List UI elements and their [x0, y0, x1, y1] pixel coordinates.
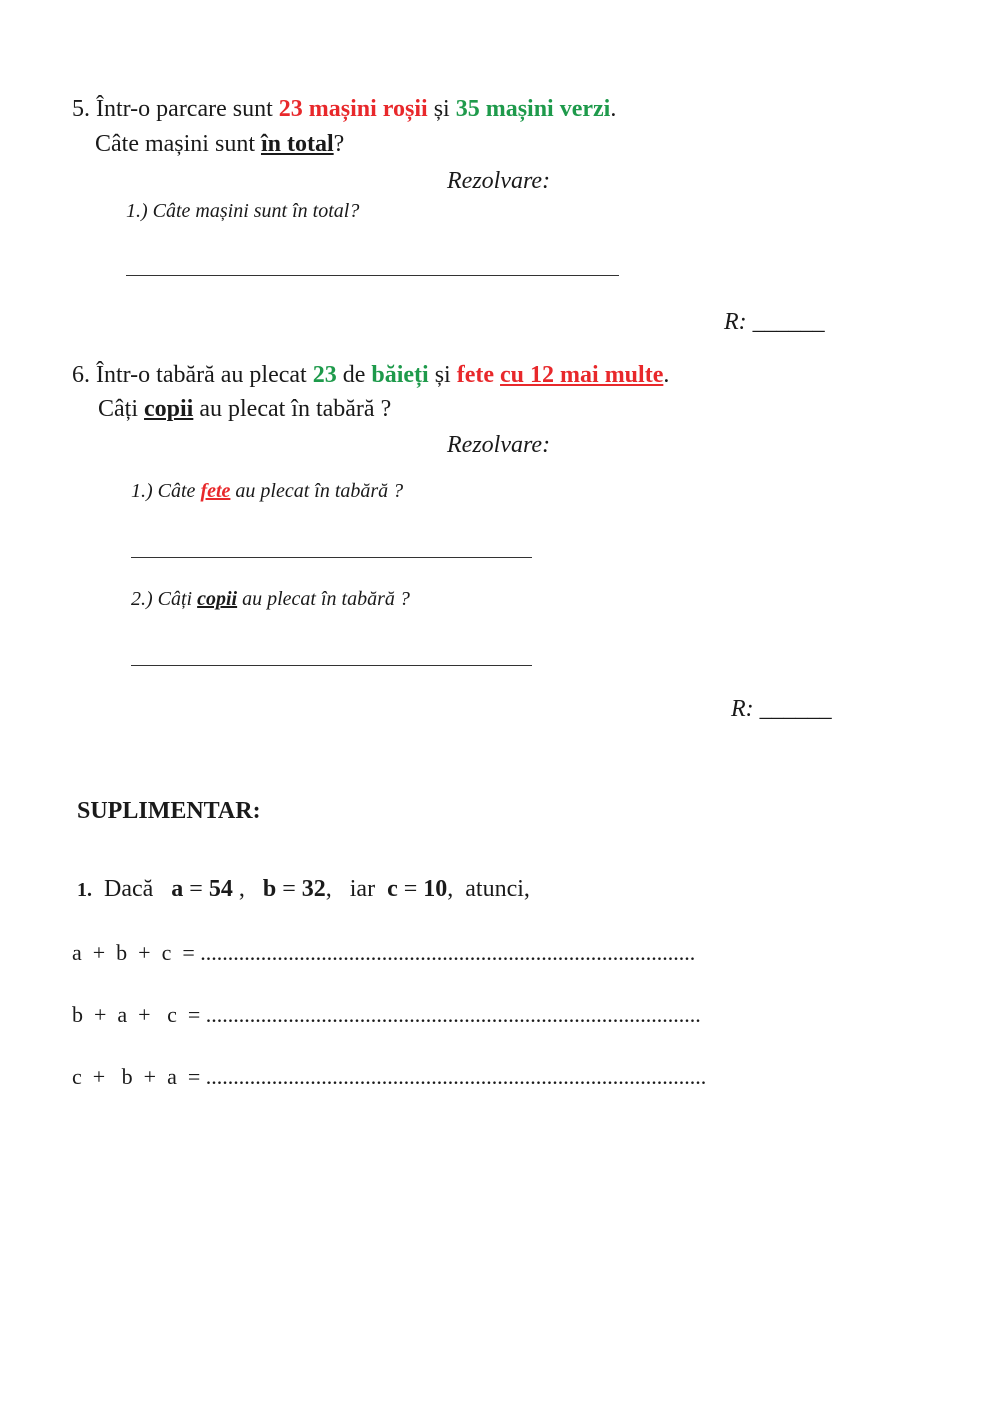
- problem-5-step-1: 1.) Câte mașini sunt în total?: [126, 200, 360, 222]
- green-cars: 35 mașini verzi: [455, 96, 611, 122]
- suplimentar-title: SUPLIMENTAR:: [77, 798, 261, 824]
- calc-row-3[interactable]: c + b + a = ...........................................................................................: [72, 1064, 707, 1089]
- problem-5-text: 5. Într-o parcare sunt 23 mașini roșii și 35 mașini verzi.: [72, 96, 617, 122]
- problem-6-step-2: 2.) Câți copii au plecat în tabără ?: [131, 588, 410, 610]
- problem-5-question: Câte mașini sunt în total?: [95, 131, 345, 157]
- red-cars: 23 mașini roșii: [278, 96, 428, 122]
- problem-6-question: Câți copii au plecat în tabără ?: [98, 396, 392, 422]
- suplimentar-q1: 1. Dacă a = 54 , b = 32, iar c = 10, atunci,: [77, 876, 530, 902]
- problem-6-step-1: 1.) Câte fete au plecat în tabără ?: [131, 480, 404, 502]
- answer-5[interactable]: R: ______: [724, 309, 825, 335]
- calc-row-1[interactable]: a + b + c = ..........................................................................................: [72, 940, 696, 965]
- more-girls: cu 12 mai multe: [500, 362, 664, 388]
- answer-6[interactable]: R: ______: [731, 696, 832, 722]
- calc-row-2[interactable]: b + a + c = ..........................................................................................: [72, 1002, 701, 1027]
- answer-line-6-2[interactable]: [131, 665, 532, 666]
- answer-line-6-1[interactable]: [131, 557, 532, 558]
- rezolvare-label-6: Rezolvare:: [447, 432, 551, 458]
- rezolvare-label-5: Rezolvare:: [447, 168, 551, 194]
- in-total: în total: [260, 131, 334, 157]
- problem-6-text: 6. Într-o tabără au plecat 23 de băieți și fete cu 12 mai multe.: [72, 362, 670, 388]
- answer-line-5-1[interactable]: [126, 275, 619, 276]
